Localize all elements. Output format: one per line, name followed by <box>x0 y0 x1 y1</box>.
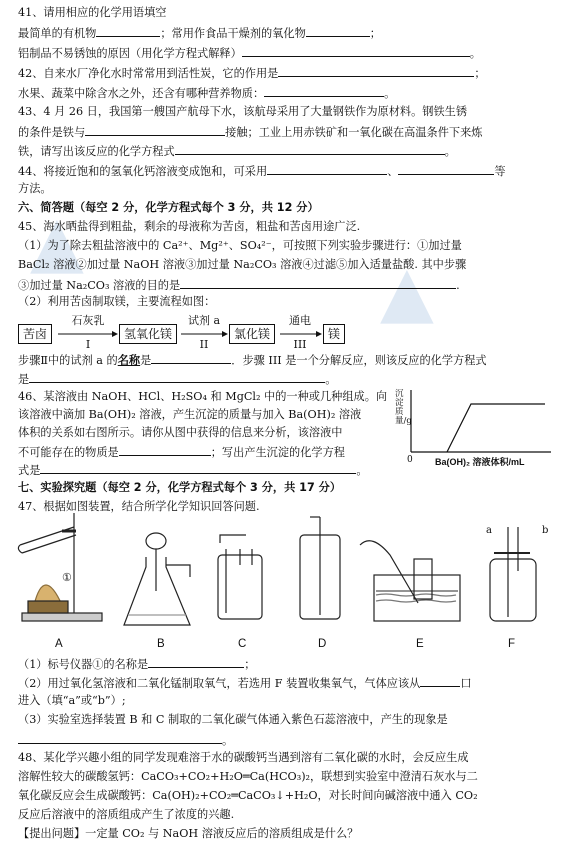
answer-blank[interactable] <box>264 85 384 97</box>
q45-line7: 是 。 <box>18 373 337 386</box>
answer-blank[interactable] <box>420 675 460 687</box>
answer-blank[interactable] <box>148 656 244 668</box>
flow-box-bittern: 苦卤 <box>18 324 52 344</box>
apparatus-label-c: C <box>238 638 247 650</box>
flow-arrow3-bottom: III <box>293 338 307 351</box>
apparatus-label-b: B <box>157 638 165 650</box>
apparatus-label-f: F <box>508 638 516 650</box>
answer-blank[interactable] <box>40 462 356 474</box>
apparatus-label-e: E <box>416 638 424 650</box>
watermark-logo: ▲ <box>30 200 84 282</box>
q46-line1: 46、某溶液由 NaOH、HCl、H₂SO₄ 和 MgCl₂ 中的一种或几种组成。向 <box>18 390 388 403</box>
flow-box-magnesium: 镁 <box>323 324 345 344</box>
apparatus-marker: ① <box>62 571 72 584</box>
apparatus-label-a: A <box>55 638 63 650</box>
flow-arrow1-bottom: I <box>85 338 91 351</box>
answer-blank[interactable] <box>175 143 445 155</box>
graph-ylabel: 沉淀质量/g <box>395 389 412 426</box>
q44-line1: 44、将接近饱和的氢氧化钙溶液变成饱和，可采用 、 等 <box>18 165 506 178</box>
answer-blank[interactable] <box>29 371 325 383</box>
flow-arrow3-top: 通电 <box>289 314 311 327</box>
apparatus-label-d: D <box>318 638 327 650</box>
q45-line3: BaCl₂ 溶液②加过量 NaOH 溶液③加过量 Na₂CO₃ 溶液④过滤⑤加入适量盐酸. 其中步骤 <box>18 258 467 271</box>
q42-line1: 42、自来水厂净化水时常常用到活性炭，它的作用是 ； <box>18 67 486 80</box>
process-flowchart <box>18 312 358 352</box>
flow-arrows <box>18 312 358 352</box>
q45-line4: ③加过量 Na₂CO₃ 溶液的目的是 . <box>18 279 460 292</box>
q47-line1: 47、根据如图装置，结合所学化学知识回答问题. <box>18 500 260 513</box>
q47-s3: （3）实验室选择装置 B 和 C 制取的二氧化碳气体通入紫色石蕊溶液中，产生的现象是 <box>18 713 448 726</box>
port-b-label: b <box>542 525 549 536</box>
apparatus-e <box>360 541 460 621</box>
graph-curve <box>447 404 545 452</box>
answer-blank[interactable] <box>119 444 211 456</box>
q47-s1: （1）标号仪器①的名称是 ； <box>18 658 256 671</box>
flow-box-mg-chloride: 氯化镁 <box>229 324 275 344</box>
answer-blank[interactable] <box>278 65 474 77</box>
q43-line2: 的条件是铁与 接触；工业上用赤铁矿和一氧化碳在高温条件下来炼 <box>18 126 483 139</box>
q46-line3: 体积的关系如右图所示。请你从图中获得的信息来分析，该溶液中 <box>18 426 343 439</box>
answer-blank[interactable] <box>267 163 387 175</box>
apparatus-d <box>300 517 340 619</box>
graph-xlabel: Ba(OH)₂ 溶液体积/mL <box>435 457 525 467</box>
q48-line4: 反应后溶液中的溶质组成产生了浓度的兴趣. <box>18 808 235 821</box>
watermark-logo-2: ▲ <box>380 250 434 332</box>
answer-blank[interactable] <box>180 277 456 289</box>
lab-apparatus-figure <box>14 505 554 653</box>
section-title: 七、实验探究题（每空 2 分，化学方程式每个 3 分，共 17 分） <box>18 481 342 494</box>
q46-line2: 该溶液中滴加 Ba(OH)₂ 溶液，产生沉淀的质量与加入 Ba(OH)₂ 溶液 <box>18 408 362 421</box>
precipitate-graph <box>395 388 555 468</box>
apparatus-a <box>18 513 102 621</box>
q47-s2c: 进入（填“a”或“b”）; <box>18 694 126 707</box>
answer-blank[interactable] <box>242 45 470 57</box>
answer-blank[interactable] <box>306 25 370 37</box>
port-a-label: a <box>486 525 492 536</box>
q41-line2: 最简单的有机物 ；常用作食品干燥剂的氧化物 ； <box>18 27 381 40</box>
q48-line2: 溶解性较大的碳酸氢钙：CaCO₃+CO₂+H₂O═Ca(HCO₃)₂，联想到实验室中澄清石灰水与二 <box>18 770 478 783</box>
apparatus-f <box>490 527 536 621</box>
q45-line2: （1）为了除去粗盐溶液中的 Ca²⁺、Mg²⁺、SO₄²⁻，可按照下列实验步骤进行：①加过量 <box>18 239 462 252</box>
answer-blank[interactable] <box>85 124 225 136</box>
flow-arrow2-bottom: II <box>199 338 209 351</box>
q45-line6: 步骤Ⅱ中的试剂 a 的名称是 ．步骤 III 是一个分解反应，则该反应的化学方程式 <box>18 354 487 367</box>
q43-line1: 43、4 月 26 日，我国第一艘国产航母下水，该航母采用了大量钢铁作为原材料。钢铁生锈 <box>18 105 468 118</box>
flow-arrow1-top: 石灰乳 <box>71 314 105 327</box>
q43-line3: 铁，请写出该反应的化学方程式 。 <box>18 145 456 158</box>
q41-line3: 铝制品不易锈蚀的原因（用化学方程式解释） 。 <box>18 47 481 60</box>
q47-s3-answer: 。 <box>18 732 556 748</box>
answer-blank[interactable] <box>398 163 494 175</box>
graph-origin: 0 <box>407 455 413 465</box>
answer-blank[interactable] <box>18 732 222 744</box>
q42-line2: 水果、蔬菜中除含水之外，还含有哪种营养物质： 。 <box>18 87 396 100</box>
q47-s2: （2）用过氧化氢溶液和二氧化锰制取氧气，若选用 F 装置收集氧气，气体应该从 口 <box>18 677 472 690</box>
q46-line4: 不可能存在的物质是 ；写出产生沉淀的化学方程 <box>18 446 345 459</box>
section-title: 六、简答题（每空 2 分，化学方程式每个 3 分，共 12 分） <box>18 201 319 214</box>
q48-line1: 48、某化学兴趣小组的同学发现难溶于水的碳酸钙当遇到溶有二氧化碳的水时，会反应生成 <box>18 751 469 764</box>
q48-line5: 【提出问题】一定量 CO₂ 与 NaOH 溶液反应后的溶质组成是什么？ <box>18 827 359 840</box>
q41-line1: 41、请用相应的化学用语填空 <box>18 6 167 19</box>
answer-blank[interactable] <box>151 352 231 364</box>
q48-line3: 氧化碳反应会生成碳酸钙：Ca(OH)₂+CO₂═CaCO₃↓+H₂O，对长时间向碱溶液中通入 CO₂ <box>18 789 478 802</box>
flow-arrow2-top: 试剂 a <box>187 314 221 327</box>
answer-blank[interactable] <box>96 25 160 37</box>
apparatus-drawing <box>14 505 554 653</box>
q44-line2: 方法。 <box>18 182 52 195</box>
q46-line5: 式是 。 <box>18 464 368 477</box>
apparatus-c <box>218 535 262 619</box>
q45-line1: 45、海水晒盐得到粗盐，剩余的母液称为苦卤，粗盐和苦卤用途广泛. <box>18 220 361 233</box>
flow-box-mg-hydroxide: 氢氧化镁 <box>119 324 177 344</box>
apparatus-b <box>124 533 190 625</box>
q45-line5: （2）利用苦卤制取镁，主要流程如图： <box>18 295 216 308</box>
